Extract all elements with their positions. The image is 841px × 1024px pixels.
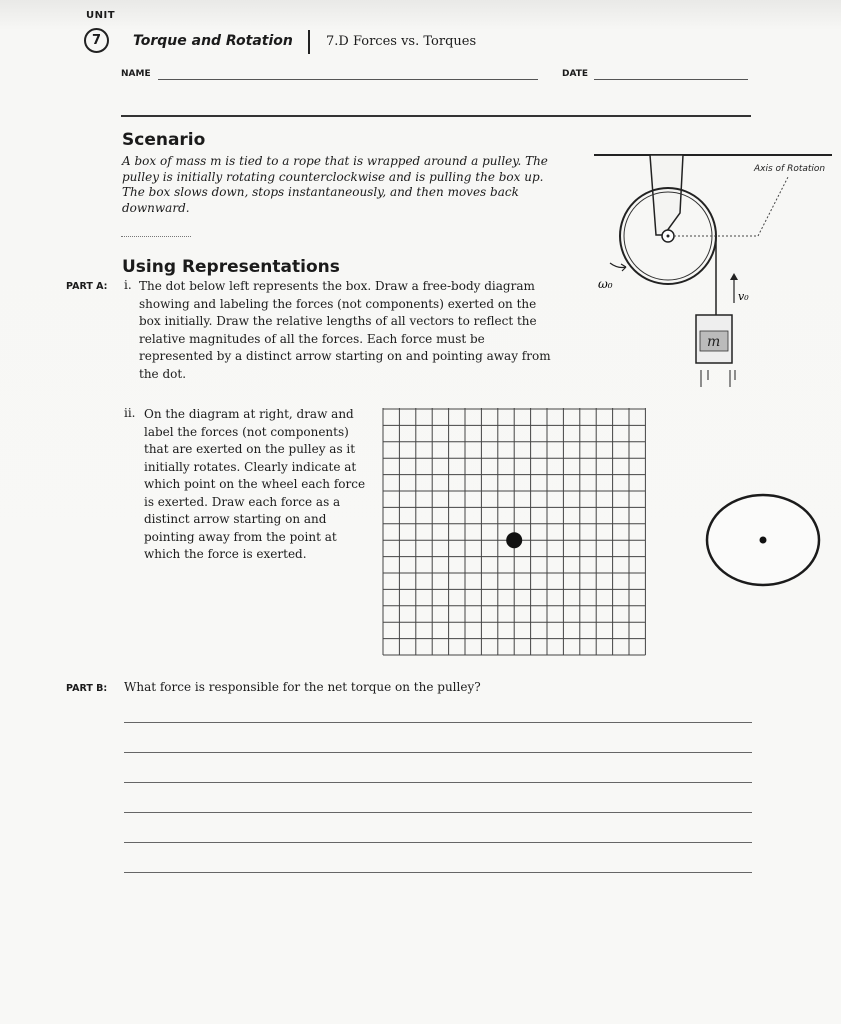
unit-title: Torque and Rotation xyxy=(133,33,293,49)
velocity-label: v₀ xyxy=(738,290,749,303)
answer-line[interactable] xyxy=(124,812,752,813)
part-a-label: PART A: xyxy=(66,281,108,292)
pulley-diagram xyxy=(588,145,838,405)
wheel-center-dot xyxy=(760,537,767,544)
answer-line[interactable] xyxy=(124,782,752,783)
box-dot xyxy=(506,532,522,548)
axle-center xyxy=(667,235,670,238)
velocity-arrowhead xyxy=(730,273,738,280)
section-divider xyxy=(121,236,191,237)
question-ii-text: On the diagram at right, draw and label the forces (not components) that are exerted on the pulley as it initially rotates. Clearly indicate at which point on the wheel each force is exerted. Draw each force as a distinct arrow starting on and pointing away from the point at which the force is exerted. xyxy=(144,407,366,561)
mass-label: m xyxy=(707,334,721,350)
title-divider xyxy=(308,30,310,54)
question-i-number: i. xyxy=(124,278,132,292)
part-b-label: PART B: xyxy=(66,683,108,694)
date-label: DATE xyxy=(562,69,589,79)
unit-number-badge: 7 xyxy=(84,28,109,53)
name-field[interactable] xyxy=(158,79,538,80)
free-body-grid[interactable] xyxy=(382,408,646,666)
pulley-bracket xyxy=(650,155,683,235)
answer-line[interactable] xyxy=(124,842,752,843)
date-field[interactable] xyxy=(594,79,748,80)
header-rule xyxy=(121,115,751,117)
using-representations-heading: Using Representations xyxy=(122,257,340,277)
name-label: NAME xyxy=(121,69,151,79)
omega-label: ω₀ xyxy=(598,277,613,291)
question-ii-number: ii. xyxy=(124,406,136,420)
unit-label: UNIT xyxy=(86,10,116,21)
answer-line[interactable] xyxy=(124,872,752,873)
pulley-wheel-drawing-area[interactable] xyxy=(702,490,824,590)
question-i-text: The dot below left represents the box. Draw a free-body diagram showing and labeling the forces (not components) exerted on the box initially. Draw the relative lengths of all vectors to reflect the relative magnitudes of all the forces. Each force must be represented by a distinct arrow starting on and pointing away from the dot. xyxy=(139,279,551,381)
scenario-text: A box of mass m is tied to a rope that is wrapped around a pulley. The pulley is initially rotating counterclockwise and is pulling the box up. The box slows down, stops instantaneously, and then moves back downward. xyxy=(122,154,548,215)
part-b-question: What force is responsible for the net torque on the pulley? xyxy=(124,680,481,694)
axis-pointer-line xyxy=(758,177,788,236)
answer-line[interactable] xyxy=(124,752,752,753)
answer-line[interactable] xyxy=(124,722,752,723)
scenario-heading: Scenario xyxy=(122,130,206,150)
lesson-title: 7.D Forces vs. Torques xyxy=(326,34,477,49)
axis-of-rotation-label: Axis of Rotation xyxy=(754,164,826,174)
